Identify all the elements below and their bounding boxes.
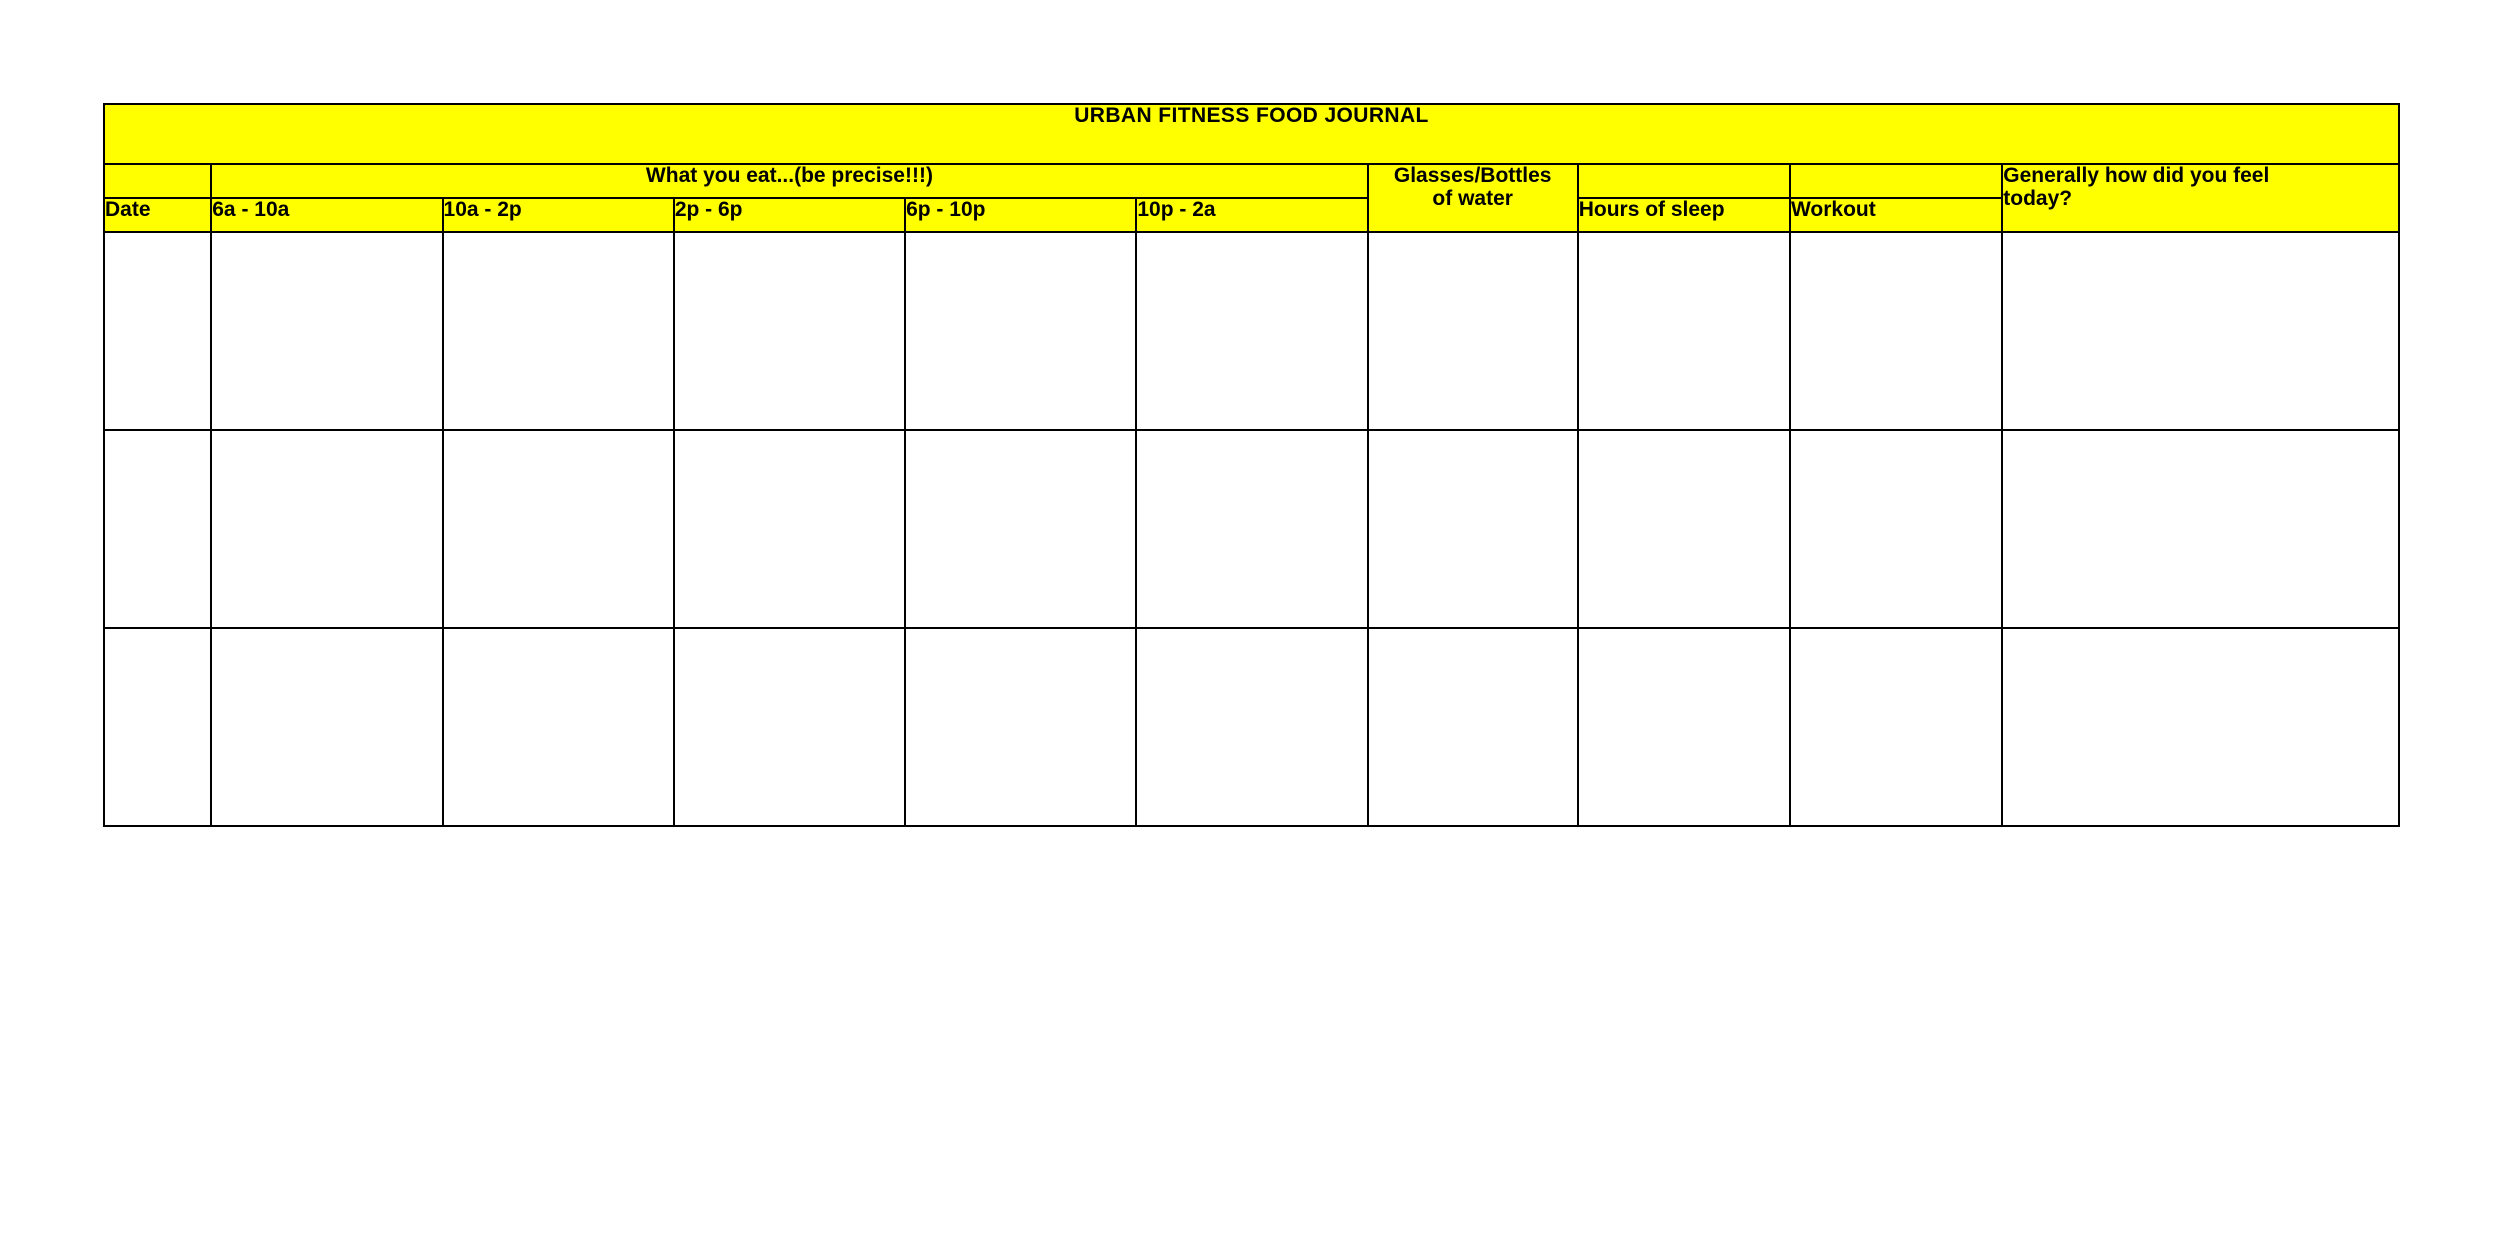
header-sleep: Hours of sleep <box>1578 198 1790 232</box>
cell-date[interactable] <box>104 232 211 430</box>
cell-slot-6p-10p[interactable] <box>905 628 1136 826</box>
header-water-line1: Glasses/Bottles <box>1393 164 1552 187</box>
title-row <box>104 104 2399 164</box>
table-row <box>104 430 2399 628</box>
cell-slot-10p-2a[interactable] <box>1136 232 1367 430</box>
cell-sleep[interactable] <box>1578 430 1790 628</box>
cell-slot-6a-10a[interactable] <box>211 430 442 628</box>
cell-slot-2p-6p[interactable] <box>674 628 905 826</box>
header-workout: Workout <box>1790 198 2002 232</box>
cell-workout[interactable] <box>1790 628 2002 826</box>
header-water <box>1368 164 1578 232</box>
header-date: Date <box>104 198 211 232</box>
header-slot-2p-6p: 2p - 6p <box>674 198 905 232</box>
food-journal-sheet <box>103 103 2400 827</box>
cell-workout[interactable] <box>1790 232 2002 430</box>
header-sleep-blank <box>1578 164 1790 198</box>
cell-date[interactable] <box>104 430 211 628</box>
header-slot-10p-2a: 10p - 2a <box>1136 198 1367 232</box>
header-slot-10a-2p: 10a - 2p <box>443 198 674 232</box>
table-row <box>104 232 2399 430</box>
header-water-line2: of water <box>1432 186 1513 210</box>
cell-slot-10a-2p[interactable] <box>443 232 674 430</box>
food-journal-table <box>103 103 2400 827</box>
cell-date[interactable] <box>104 628 211 826</box>
cell-water[interactable] <box>1368 430 1578 628</box>
cell-water[interactable] <box>1368 232 1578 430</box>
cell-slot-10p-2a[interactable] <box>1136 628 1367 826</box>
cell-slot-6a-10a[interactable] <box>211 628 442 826</box>
cell-slot-10a-2p[interactable] <box>443 628 674 826</box>
cell-slot-10a-2p[interactable] <box>443 430 674 628</box>
header-feel-line2: today? <box>2003 186 2073 210</box>
cell-slot-2p-6p[interactable] <box>674 232 905 430</box>
cell-slot-10p-2a[interactable] <box>1136 430 1367 628</box>
header-feel-line1: Generally how did you feel <box>2003 164 2270 187</box>
cell-slot-6a-10a[interactable] <box>211 232 442 430</box>
cell-slot-2p-6p[interactable] <box>674 430 905 628</box>
cell-sleep[interactable] <box>1578 628 1790 826</box>
header-slot-6p-10p: 6p - 10p <box>905 198 1136 232</box>
document-title: URBAN FITNESS FOOD JOURNAL <box>104 104 2399 164</box>
header-row-group <box>104 164 2399 198</box>
cell-workout[interactable] <box>1790 430 2002 628</box>
cell-feel[interactable] <box>2002 628 2399 826</box>
header-slot-6a-10a: 6a - 10a <box>211 198 442 232</box>
table-row <box>104 628 2399 826</box>
cell-sleep[interactable] <box>1578 232 1790 430</box>
header-date-blank <box>104 164 211 198</box>
cell-water[interactable] <box>1368 628 1578 826</box>
header-workout-blank <box>1790 164 2002 198</box>
header-feel <box>2002 164 2399 232</box>
header-what-you-eat: What you eat...(be precise!!!) <box>211 164 1367 198</box>
cell-feel[interactable] <box>2002 232 2399 430</box>
cell-feel[interactable] <box>2002 430 2399 628</box>
cell-slot-6p-10p[interactable] <box>905 232 1136 430</box>
cell-slot-6p-10p[interactable] <box>905 430 1136 628</box>
